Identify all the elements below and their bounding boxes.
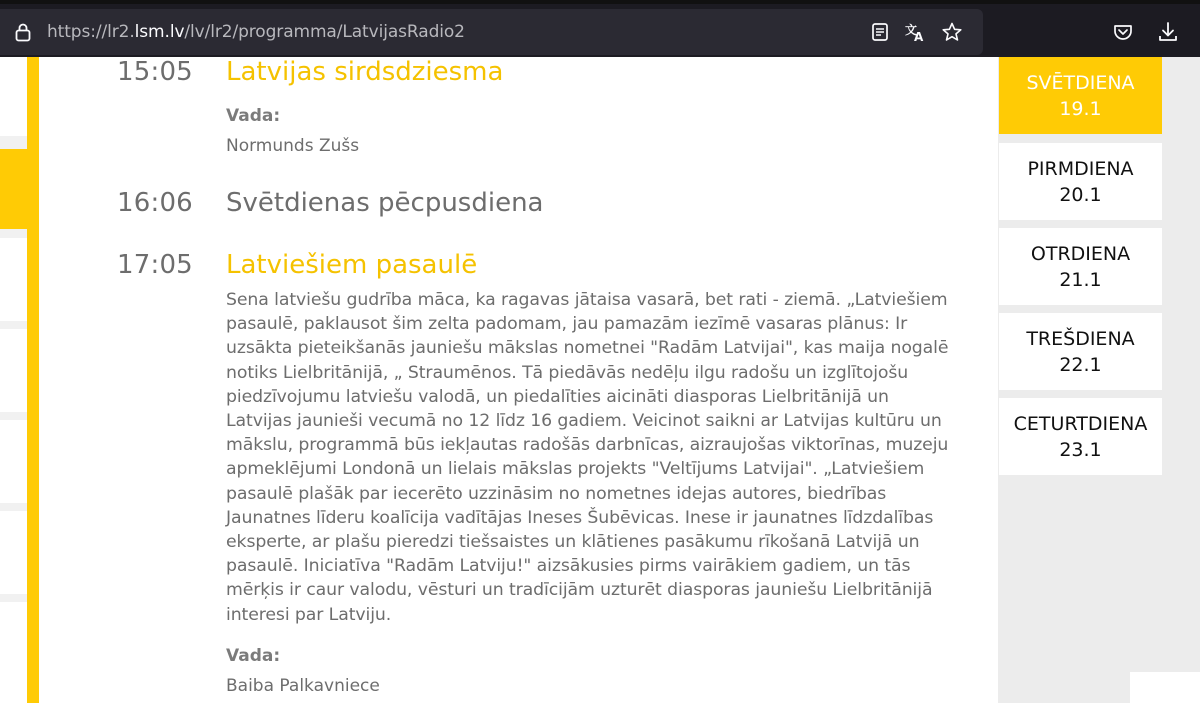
day-button-tresdiena[interactable]	[999, 313, 1162, 390]
day-button-otrdiena[interactable]	[999, 228, 1162, 305]
day-date: 20.1	[1059, 184, 1102, 206]
svg-text:A: A	[914, 30, 924, 43]
day-name: SVĒTDIENA	[1026, 72, 1135, 94]
url-host: lsm.lv	[134, 22, 185, 42]
svg-text:文: 文	[905, 23, 918, 37]
page	[0, 57, 1200, 703]
host-label: Vada:	[226, 646, 281, 666]
day-button-pirmdiena[interactable]	[999, 143, 1162, 220]
translate-icon[interactable]	[904, 21, 926, 43]
left-tile[interactable]	[0, 238, 27, 321]
left-tile[interactable]	[0, 602, 27, 703]
left-tile[interactable]	[0, 57, 27, 136]
program-time: 15:05	[117, 57, 193, 87]
day-button-ceturtdiena[interactable]	[999, 398, 1162, 475]
tab-strip-edge	[0, 0, 1200, 4]
host-name: Baiba Palkavniece	[226, 676, 380, 696]
url-text[interactable]	[47, 22, 465, 42]
program-description: Sena latviešu gudrība māca, ka ragavas jātaisa vasarā, bet rati - ziemā. „Latviešiem pasaulē, paklausot šim zelta padomam, jau pamazām iezīmē vasaras plānus: Ir uzsākta pieteikšanās jauniešu mākslas nometnei "Radām Latvijai", kas maija nogalē notiks Lielbritānijā, „ Straumēnos. Tā piedāvās nedēļu ilgu radošu un izglītojošu piedzīvojumu latviešu valodā, un piedalīties aicināti diasporas Lielbritānijā un Latvijas jaunieši vecumā no 12 līdz 16 gadiem. Veicinot saikni ar Latvijas kultūru un mākslu, programmā būs iekļautas radošās darbnīcas, aizraujošas viktorīnas, muzeju apmeklējumi Londonā un lielais mākslas projekts "Veltījums Latvijai". „Latviešiem pasaulē plašāk par iecerēto uzzināsim no nometnes idejas autores, biedrības Jaunatnes līderu koalīcija vadītājas Ineses Šubēvicas. Inese ir jaunatnes līdzdalības eksperte, ar plašu pieredzi tiešsaistes un klātienes pasākumu rīkošanā Latvijā un pasaulē. Iniciatīva "Radām Latviju!" aizsākusies pirms vairākiem gadiem, un tās mērķis ir caur valodu, vēsturi un tradīcijām uzturēt diasporas jauniešu Lielbritānijā interesi par Latviju.	[226, 290, 949, 625]
left-tile[interactable]	[0, 511, 27, 594]
left-tile[interactable]	[0, 420, 27, 503]
program-title: Svētdienas pēcpusdiena	[226, 188, 544, 218]
browser-toolbar	[0, 0, 1200, 57]
day-name: TREŠDIENA	[1026, 328, 1135, 350]
program-time: 16:06	[117, 188, 193, 218]
url-path: /lv/lr2/programma/LatvijasRadio2	[184, 22, 465, 42]
day-name: CETURTDIENA	[1013, 413, 1148, 435]
day-name: PIRMDIENA	[1027, 158, 1134, 180]
left-tile[interactable]	[0, 329, 27, 412]
program-title-link[interactable]: Latviešiem pasaulē	[226, 250, 478, 280]
left-tile-active[interactable]	[0, 149, 27, 229]
day-button-svetdiena[interactable]	[999, 57, 1162, 134]
program-time: 17:05	[117, 250, 193, 280]
day-date: 23.1	[1059, 439, 1102, 461]
url-prefix: https://lr2.	[47, 22, 135, 42]
pocket-icon[interactable]	[1112, 21, 1134, 43]
lock-icon[interactable]	[13, 22, 33, 42]
host-label: Vada:	[226, 106, 281, 126]
day-date: 21.1	[1059, 269, 1102, 291]
day-selector	[998, 57, 1200, 703]
bookmark-star-icon[interactable]	[941, 21, 963, 43]
schedule-list	[39, 57, 998, 703]
accent-rail	[27, 57, 39, 703]
corner-panel	[1130, 672, 1200, 703]
program-title-link[interactable]: Latvijas sirdsdziesma	[226, 57, 504, 87]
left-channel-strip	[0, 57, 27, 703]
download-icon[interactable]	[1157, 21, 1179, 43]
day-name: OTRDIENA	[1030, 243, 1131, 265]
address-bar[interactable]	[0, 9, 983, 55]
day-date: 22.1	[1059, 354, 1102, 376]
host-name: Normunds Zušs	[226, 136, 360, 156]
reader-view-icon[interactable]	[869, 21, 891, 43]
day-date: 19.1	[1059, 98, 1102, 120]
